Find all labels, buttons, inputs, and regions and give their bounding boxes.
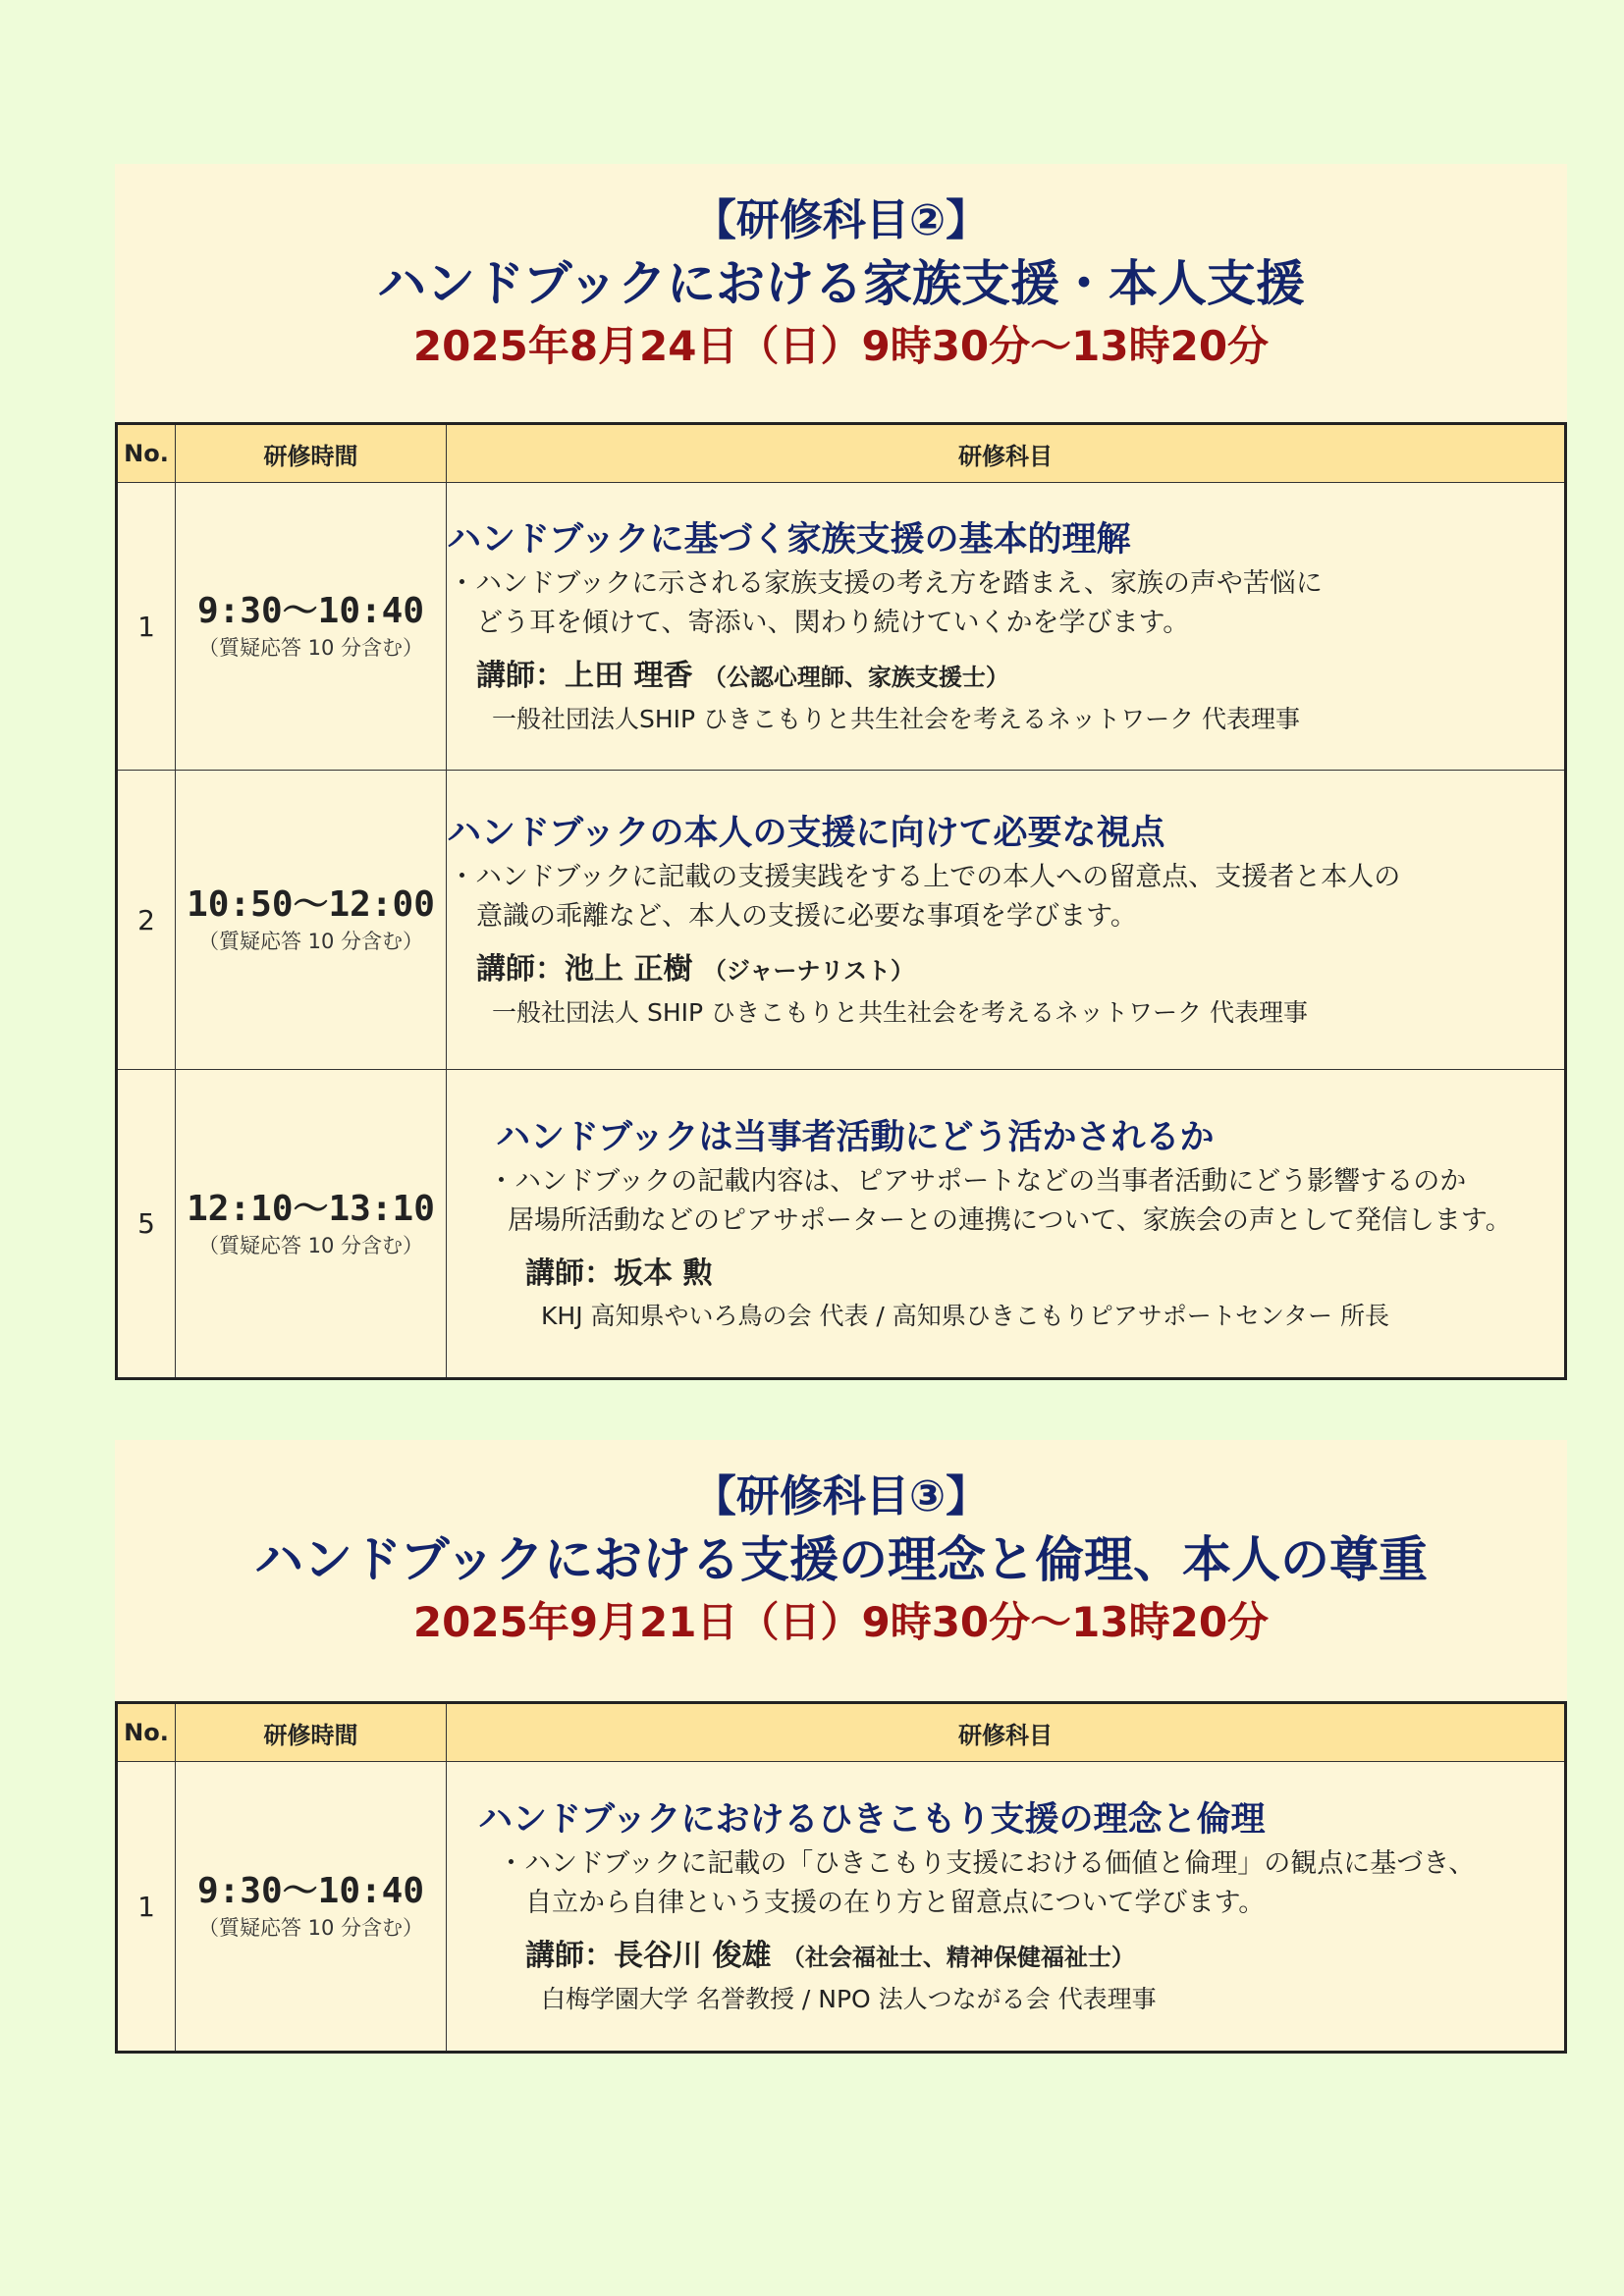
- description-line-2: 居場所活動などのピアサポーターとの連携について、家族会の声として発信します。: [508, 1204, 1512, 1236]
- lecturer-organization: 一般社団法人 SHIP ひきこもりと共生社会を考えるネットワーク 代表理事: [492, 997, 1308, 1027]
- lecturer: [478, 1933, 1564, 1981]
- subject-cell: [447, 483, 1566, 771]
- lecturer-name: 講師：坂本 勲: [525, 1255, 713, 1291]
- time-range: 12:10～13:10: [187, 1188, 435, 1229]
- header-subject: 研修科目: [447, 1703, 1566, 1762]
- header-subject: 研修科目: [447, 424, 1566, 483]
- lecturer-name: 講師：上田 理香: [476, 658, 693, 693]
- time-cell: [176, 1762, 447, 2053]
- time-cell: [176, 483, 447, 771]
- header-time: 研修時間: [176, 424, 447, 483]
- subject-title: ハンドブックの本人の支援に向けて必要な視点: [447, 813, 1165, 853]
- row-number: 1: [117, 1762, 176, 2053]
- description-line-1: ・ハンドブックに記載の「ひきこもり支援における価値と倫理」の観点に基づき、: [498, 1847, 1476, 1879]
- subject-description: [480, 1844, 1564, 1923]
- lecturer: [447, 653, 1564, 701]
- time-cell: [176, 771, 447, 1070]
- lecturer-qualification: （ジャーナリスト）: [702, 956, 914, 985]
- subject-cell: [447, 1070, 1566, 1379]
- schedule-table: [115, 422, 1567, 1380]
- time-note: （質疑応答 10 分含む）: [197, 636, 424, 660]
- table-row: [117, 771, 1566, 1070]
- lecturer-organization: 白梅学園大学 名誉教授 / NPO 法人つながる会 代表理事: [541, 1984, 1157, 2013]
- schedule-table: [115, 1701, 1567, 2054]
- description-line-2: 自立から自律という支援の在り方と留意点について学びます。: [525, 1887, 1266, 1918]
- subject-title: ハンドブックに基づく家族支援の基本的理解: [447, 519, 1131, 560]
- time-note: （質疑応答 10 分含む）: [197, 930, 424, 953]
- table-header-row: [117, 424, 1566, 483]
- time-note: （質疑応答 10 分含む）: [197, 1233, 424, 1257]
- description-line-1: ・ハンドブックに示される家族支援の考え方を踏まえ、家族の声や苦悩に: [449, 567, 1323, 599]
- subject-cell: [447, 1762, 1566, 2053]
- table-row: [117, 1762, 1566, 2053]
- lecturer-name: 講師：池上 正樹: [476, 951, 693, 987]
- subject-number: 【研修科目③】: [692, 1471, 990, 1522]
- subject-description: [488, 1162, 1564, 1241]
- subject-title: ハンドブックは当事者活動にどう活かされるか: [496, 1117, 1215, 1157]
- subject-cell: [447, 771, 1566, 1070]
- time-cell: [176, 1070, 447, 1379]
- section-date: 2025年9月21日（日）9時30分～13時20分: [412, 1598, 1270, 1646]
- header-no: No.: [117, 1703, 176, 1762]
- table-row: [117, 1070, 1566, 1379]
- table-header-row: [117, 1703, 1566, 1762]
- section-date: 2025年8月24日（日）9時30分～13時20分: [412, 322, 1270, 370]
- subject-title: ハンドブックにおけるひきこもり支援の理念と倫理: [478, 1799, 1266, 1840]
- lecturer: [447, 946, 1564, 994]
- subject-description: [449, 858, 1564, 936]
- lecturer-organization: KHJ 高知県やいろ鳥の会 代表 / 高知県ひきこもりピアサポートセンター 所長: [541, 1301, 1389, 1330]
- lecturer-name: 講師：長谷川 俊雄: [525, 1938, 772, 1973]
- row-number: 2: [117, 771, 176, 1070]
- lecturer-qualification: （公認心理師、家族支援士）: [702, 663, 1009, 691]
- lecturer-qualification: （社会福祉士、精神保健福祉士）: [781, 1943, 1135, 1971]
- training-section-3: [115, 1440, 1567, 2054]
- section-topic: ハンドブックにおける家族支援・本人支援: [377, 255, 1305, 312]
- section-banner: [115, 164, 1567, 422]
- section-topic: ハンドブックにおける支援の理念と倫理、本人の尊重: [254, 1531, 1428, 1588]
- time-note: （質疑応答 10 分含む）: [197, 1916, 424, 1940]
- training-section-2: [115, 164, 1567, 1380]
- row-number: 1: [117, 483, 176, 771]
- header-time: 研修時間: [176, 1703, 447, 1762]
- lecturer: [486, 1251, 1564, 1298]
- subject-number: 【研修科目②】: [692, 195, 990, 245]
- section-banner: [115, 1440, 1567, 1701]
- description-line-1: ・ハンドブックの記載内容は、ピアサポートなどの当事者活動にどう影響するのか: [488, 1165, 1467, 1197]
- time-range: 10:50～12:00: [187, 884, 435, 925]
- time-range: 9:30～10:40: [196, 1871, 425, 1911]
- lecturer-organization: 一般社団法人SHIP ひきこもりと共生社会を考えるネットワーク 代表理事: [492, 704, 1301, 733]
- time-range: 9:30～10:40: [196, 591, 425, 631]
- description-line-1: ・ハンドブックに記載の支援実践をする上での本人への留意点、支援者と本人の: [449, 861, 1401, 892]
- description-line-2: どう耳を傾けて、寄添い、関わり続けていくかを学びます。: [476, 607, 1190, 638]
- header-no: No.: [117, 424, 176, 483]
- description-line-2: 意識の乖離など、本人の支援に必要な事項を学びます。: [476, 900, 1137, 932]
- row-number: 5: [117, 1070, 176, 1379]
- subject-description: [449, 564, 1564, 643]
- table-row: [117, 483, 1566, 771]
